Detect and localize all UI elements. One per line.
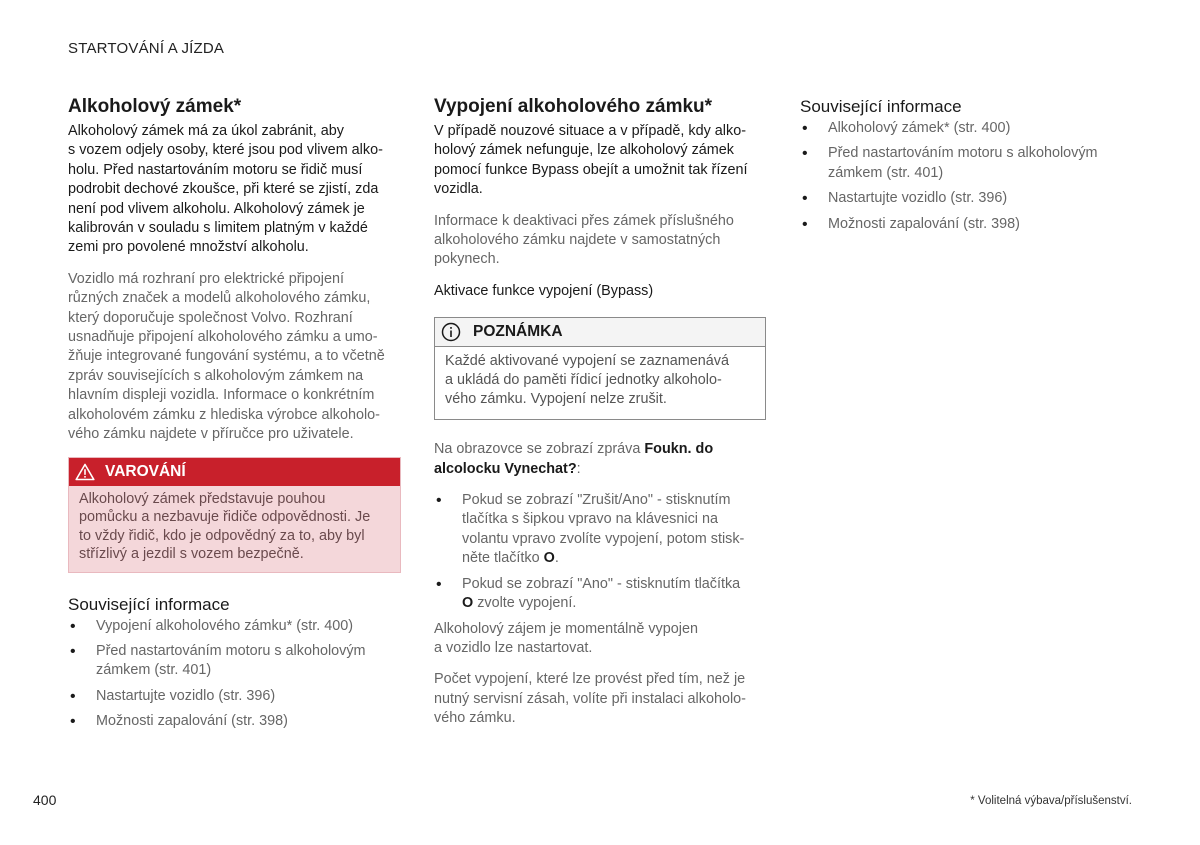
list-item: • Možnosti zapalování (str. 398)	[800, 215, 1130, 234]
list-item	[434, 575, 766, 614]
related-info-list	[68, 617, 401, 732]
intro-paragraph: Alkoholový zámek má za úkol zabránit, aby s vozem odjely osoby, které jsou pod vlivem alko- holu. Před nastartováním motoru se řidič musí podrobit dechové zkoušce, při které se zjistí, zda není pod vlivem alkoholu. Alkoholový zámek je kalibrován v souladu s limitem platným v každé zemi pro povolené množství alkoholu.	[68, 123, 383, 256]
note-header	[435, 318, 765, 347]
bypassed-status-paragraph: Alkoholový zájem je momentálně vypojen a vozidlo lze nastartovat.	[434, 620, 698, 656]
warning-text: Alkoholový zámek představuje pouhou pomůcku a nezbavuje řidiče odpovědnosti. Je to vždy řidič, kdo je odpovědný za to, aby byl střízlivý a jezdil s vozem bezpečně.	[69, 486, 400, 572]
step1-last-suffix: .	[554, 550, 559, 567]
step1-text: Pokud se zobrazí "Zrušit/Ano" - stisknutím tlačítka s šipkou vpravo na klávesnici na volantu vpravo zvolíte vypojení, potom stisk-	[462, 492, 745, 547]
display-message-line1: Foukn. do	[644, 441, 714, 458]
display-suffix: :	[576, 460, 581, 477]
related-info-heading: Související informace	[800, 97, 962, 116]
list-item	[434, 491, 766, 569]
key-o-label: O	[543, 550, 555, 567]
section-title-alcohol-lock: Alkoholový zámek*	[68, 96, 242, 117]
info-circle-icon	[441, 322, 461, 342]
display-message-line2: alcolocku Vynechat?	[434, 460, 577, 477]
list-item: • Alkoholový zámek* (str. 400)	[800, 119, 1130, 138]
column-middle	[434, 96, 766, 741]
warning-header	[69, 458, 400, 486]
footnote: * Volitelná výbava/příslušenství.	[970, 795, 1132, 807]
list-item: • Vypojení alkoholového zámku* (str. 400)	[68, 617, 401, 636]
list-item: • Nastartujte vozidlo (str. 396)	[68, 687, 401, 706]
deactivation-info-paragraph: Informace k deaktivaci přes zámek příslušného alkoholového zámku najdete v samostatných pokynech.	[434, 212, 734, 268]
step2-suffix: zvolte vypojení.	[473, 595, 577, 612]
bypass-intro-paragraph: V případě nouzové situace a v případě, kdy alko- holový zámek nefunguje, lze alkoholový zámek pomocí funkce Bypass obejít a umožnit tak řízení vozidla.	[434, 123, 748, 198]
interface-paragraph: Vozidlo má rozhraní pro elektrické připojení různých značek a modelů alkoholového zámku, který doporučuje společnost Volvo. Rozhraní usnadňuje připojení alkoholového zámku a umo- žňuje integrované fungování systému, a to včetně zpráv souvisejících s alkoholovým zámkem na hlavním displeji vozidla. Informace o konkrétním alkoholovém zámku z hlediska výrobce alkoholo- vého zámku najdete v příručce pro uživatele.	[68, 270, 385, 443]
column-right	[800, 97, 1130, 240]
page-number: 400	[33, 792, 57, 808]
key-o-label: O	[462, 595, 474, 612]
list-item: • Před nastartováním motoru s alkoholovým zámkem (str. 401)	[800, 144, 1130, 183]
display-message-paragraph	[434, 440, 766, 479]
related-info-list	[800, 119, 1130, 234]
bypass-count-paragraph: Počet vypojení, které lze provést před tím, než je nutný servisní zásah, volíte při instalaci alkoholo- vého zámku.	[434, 671, 746, 727]
list-item: • Nastartujte vozidlo (str. 396)	[800, 189, 1130, 208]
step2-line1: Pokud se zobrazí "Ano" - stisknutím tlačítka	[462, 575, 741, 592]
running-header: STARTOVÁNÍ A JÍZDA	[68, 40, 225, 57]
bypass-subheading: Aktivace funkce vypojení (Bypass)	[434, 282, 654, 299]
note-title: POZNÁMKA	[473, 323, 563, 341]
warning-box	[68, 457, 401, 573]
column-left	[68, 96, 401, 738]
list-item: • Před nastartováním motoru s alkoholovým zámkem (str. 401)	[68, 642, 401, 681]
section-title-bypass: Vypojení alkoholového zámku*	[434, 96, 713, 117]
note-box	[434, 317, 766, 420]
note-text: Každé aktivované vypojení se zaznamenává a ukládá do paměti řídicí jednotky alkoholo- vého zámku. Vypojení nelze zrušit.	[445, 353, 729, 408]
bypass-steps-list	[434, 491, 766, 613]
related-info-heading: Související informace	[68, 594, 230, 614]
warning-triangle-icon	[75, 463, 95, 481]
warning-title: VAROVÁNÍ	[105, 462, 186, 480]
list-item: • Možnosti zapalování (str. 398)	[68, 712, 401, 731]
display-prefix: Na obrazovce se zobrazí zpráva	[434, 441, 645, 458]
step1-last-prefix: něte tlačítko	[462, 550, 544, 567]
